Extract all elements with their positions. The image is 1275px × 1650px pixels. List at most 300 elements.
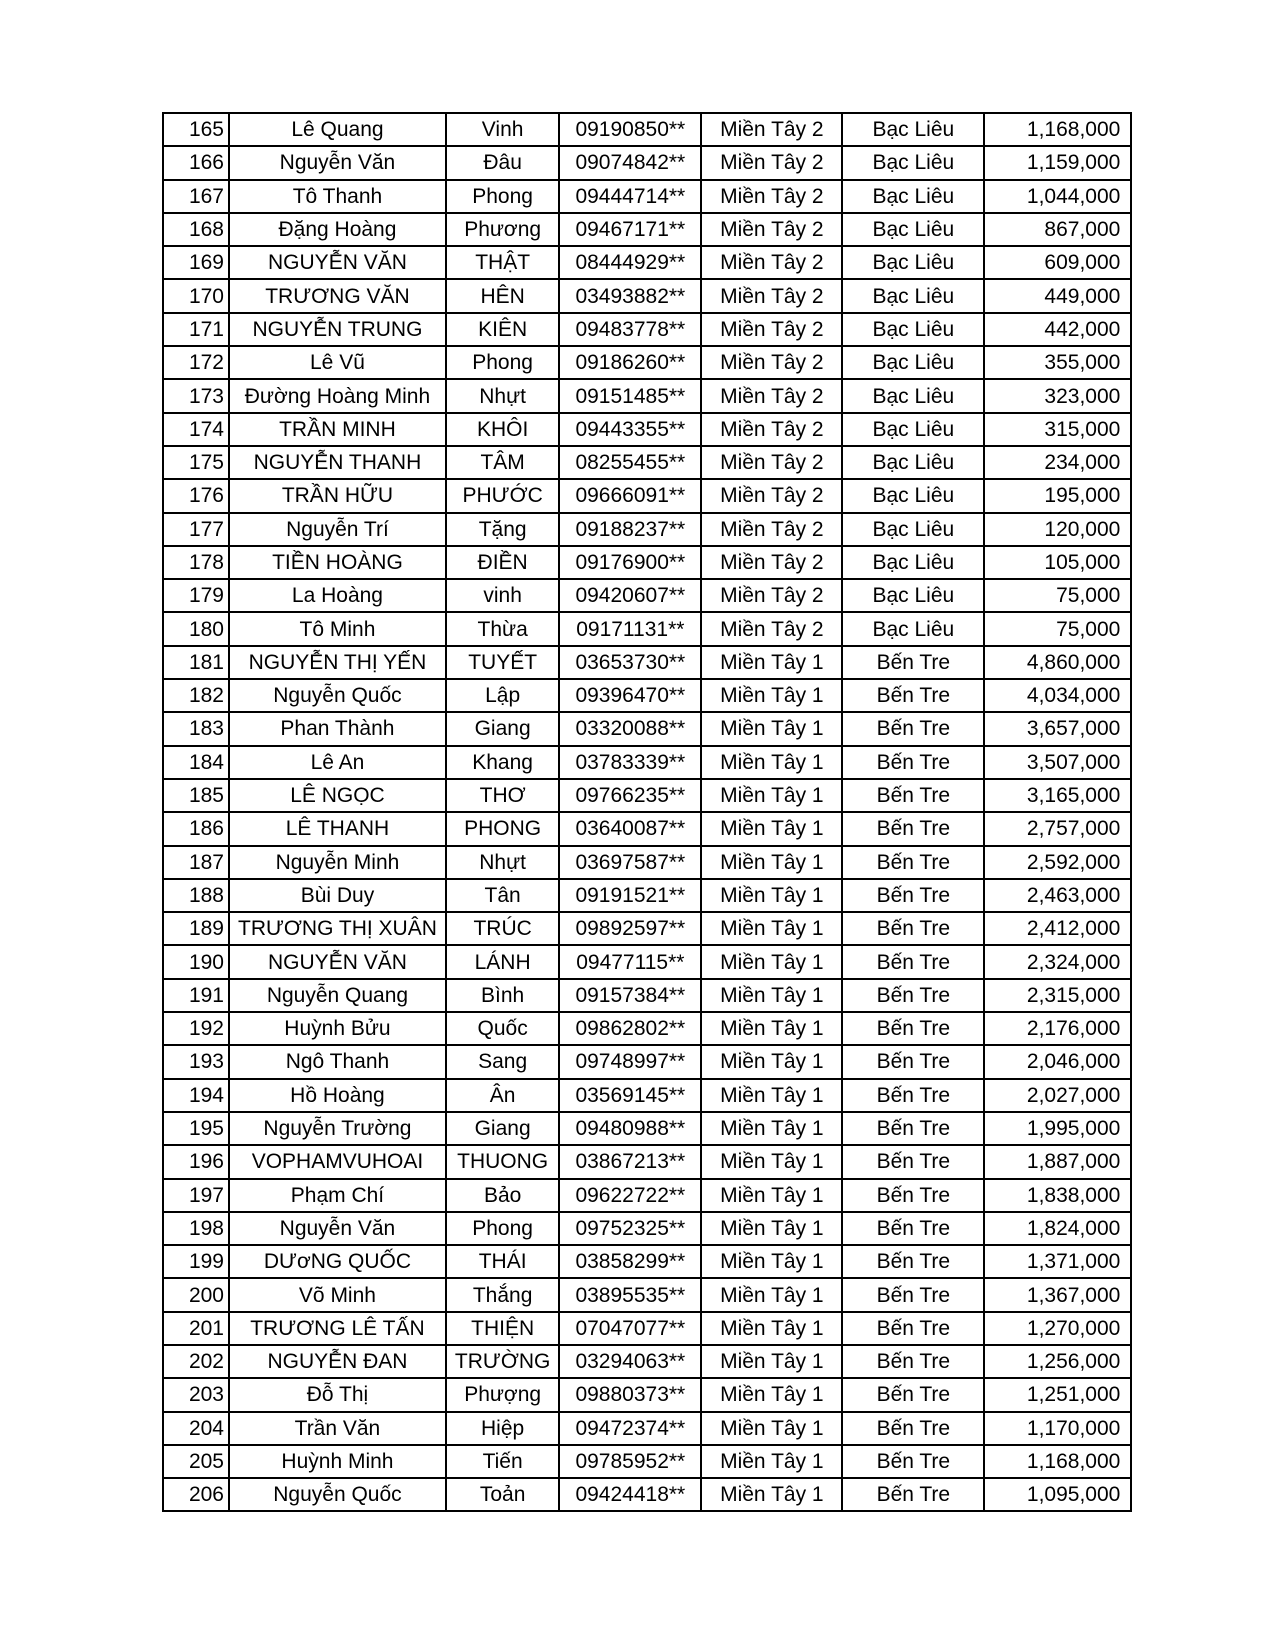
region-cell: Miền Tây 1	[701, 1079, 842, 1112]
province-cell: Bến Tre	[842, 679, 984, 712]
amount-cell: 355,000	[984, 346, 1131, 379]
province-cell: Bến Tre	[842, 879, 984, 912]
first-name-cell: Phượng	[446, 1378, 559, 1411]
amount-cell: 2,176,000	[984, 1012, 1131, 1045]
region-cell: Miền Tây 1	[701, 712, 842, 745]
phone-number-cell: 09477115**	[559, 945, 701, 978]
phone-number-cell: 09862802**	[559, 1012, 701, 1045]
last-middle-name-cell: TRƯƠNG VĂN	[229, 279, 446, 312]
amount-cell: 1,095,000	[984, 1478, 1131, 1511]
first-name-cell: Quốc	[446, 1012, 559, 1045]
first-name-cell: KHÔI	[446, 413, 559, 446]
table-row	[163, 1412, 1131, 1445]
row-number-cell: 200	[163, 1278, 229, 1311]
province-cell: Bến Tre	[842, 1079, 984, 1112]
first-name-cell: vinh	[446, 579, 559, 612]
region-cell: Miền Tây 2	[701, 612, 842, 645]
region-cell: Miền Tây 2	[701, 113, 842, 146]
table-row	[163, 1112, 1131, 1145]
row-number-cell: 174	[163, 413, 229, 446]
table-row	[163, 879, 1131, 912]
last-middle-name-cell: La Hoàng	[229, 579, 446, 612]
region-cell: Miền Tây 1	[701, 1445, 842, 1478]
table-row	[163, 513, 1131, 546]
last-middle-name-cell: NGUYỄN ĐAN	[229, 1345, 446, 1378]
last-middle-name-cell: Ngô Thanh	[229, 1045, 446, 1078]
province-cell: Bến Tre	[842, 945, 984, 978]
region-cell: Miền Tây 2	[701, 246, 842, 279]
table-row	[163, 812, 1131, 845]
amount-cell: 1,256,000	[984, 1345, 1131, 1378]
table-row	[163, 612, 1131, 645]
last-middle-name-cell: TIỀN HOÀNG	[229, 546, 446, 579]
province-cell: Bến Tre	[842, 1478, 984, 1511]
row-number-cell: 197	[163, 1179, 229, 1212]
first-name-cell: Tân	[446, 879, 559, 912]
province-cell: Bến Tre	[842, 1112, 984, 1145]
region-cell: Miền Tây 2	[701, 146, 842, 179]
table-row	[163, 146, 1131, 179]
region-cell: Miền Tây 1	[701, 1145, 842, 1178]
row-number-cell: 183	[163, 712, 229, 745]
row-number-cell: 171	[163, 313, 229, 346]
table-row	[163, 945, 1131, 978]
region-cell: Miền Tây 1	[701, 879, 842, 912]
first-name-cell: TRƯỜNG	[446, 1345, 559, 1378]
amount-cell: 1,170,000	[984, 1412, 1131, 1445]
region-cell: Miền Tây 1	[701, 1478, 842, 1511]
amount-cell: 1,824,000	[984, 1212, 1131, 1245]
table-row	[163, 180, 1131, 213]
amount-cell: 3,657,000	[984, 712, 1131, 745]
province-cell: Bạc Liêu	[842, 246, 984, 279]
last-middle-name-cell: Lê Quang	[229, 113, 446, 146]
province-cell: Bạc Liêu	[842, 413, 984, 446]
row-number-cell: 206	[163, 1478, 229, 1511]
row-number-cell: 181	[163, 646, 229, 679]
phone-number-cell: 09396470**	[559, 679, 701, 712]
province-cell: Bến Tre	[842, 1445, 984, 1478]
first-name-cell: TÂM	[446, 446, 559, 479]
province-cell: Bến Tre	[842, 1045, 984, 1078]
first-name-cell: Sang	[446, 1045, 559, 1078]
row-number-cell: 203	[163, 1378, 229, 1411]
row-number-cell: 198	[163, 1212, 229, 1245]
row-number-cell: 205	[163, 1445, 229, 1478]
row-number-cell: 184	[163, 746, 229, 779]
region-cell: Miền Tây 2	[701, 479, 842, 512]
last-middle-name-cell: TRƯƠNG LÊ TẤN	[229, 1312, 446, 1345]
first-name-cell: Thừa	[446, 612, 559, 645]
first-name-cell: Giang	[446, 712, 559, 745]
amount-cell: 1,168,000	[984, 113, 1131, 146]
first-name-cell: Phương	[446, 213, 559, 246]
amount-cell: 2,463,000	[984, 879, 1131, 912]
region-cell: Miền Tây 2	[701, 313, 842, 346]
last-middle-name-cell: Lê Vũ	[229, 346, 446, 379]
amount-cell: 75,000	[984, 612, 1131, 645]
first-name-cell: Nhựt	[446, 379, 559, 412]
table-row	[163, 313, 1131, 346]
amount-cell: 2,324,000	[984, 945, 1131, 978]
phone-number-cell: 09483778**	[559, 313, 701, 346]
region-cell: Miền Tây 2	[701, 413, 842, 446]
amount-cell: 75,000	[984, 579, 1131, 612]
last-middle-name-cell: TRƯƠNG THỊ XUÂN	[229, 912, 446, 945]
first-name-cell: Bình	[446, 979, 559, 1012]
phone-number-cell: 09467171**	[559, 213, 701, 246]
province-cell: Bạc Liêu	[842, 180, 984, 213]
last-middle-name-cell: Hồ Hoàng	[229, 1079, 446, 1112]
table-row	[163, 1212, 1131, 1245]
phone-number-cell: 09766235**	[559, 779, 701, 812]
table-row	[163, 1012, 1131, 1045]
province-cell: Bến Tre	[842, 1378, 984, 1411]
amount-cell: 1,251,000	[984, 1378, 1131, 1411]
province-cell: Bến Tre	[842, 1412, 984, 1445]
row-number-cell: 166	[163, 146, 229, 179]
amount-cell: 2,027,000	[984, 1079, 1131, 1112]
phone-number-cell: 09622722**	[559, 1179, 701, 1212]
first-name-cell: LÁNH	[446, 945, 559, 978]
phone-number-cell: 09666091**	[559, 479, 701, 512]
row-number-cell: 194	[163, 1079, 229, 1112]
region-cell: Miền Tây 2	[701, 546, 842, 579]
first-name-cell: Ân	[446, 1079, 559, 1112]
phone-number-cell: 09892597**	[559, 912, 701, 945]
amount-cell: 1,168,000	[984, 1445, 1131, 1478]
province-cell: Bến Tre	[842, 1312, 984, 1345]
first-name-cell: THẬT	[446, 246, 559, 279]
first-name-cell: THƠ	[446, 779, 559, 812]
phone-number-cell: 08255455**	[559, 446, 701, 479]
last-middle-name-cell: Đặng Hoàng	[229, 213, 446, 246]
last-middle-name-cell: DƯơNG QUỐC	[229, 1245, 446, 1278]
phone-number-cell: 03653730**	[559, 646, 701, 679]
province-cell: Bạc Liêu	[842, 513, 984, 546]
last-middle-name-cell: Huỳnh Minh	[229, 1445, 446, 1478]
row-number-cell: 176	[163, 479, 229, 512]
phone-number-cell: 03493882**	[559, 279, 701, 312]
last-middle-name-cell: TRẦN MINH	[229, 413, 446, 446]
last-middle-name-cell: Tô Minh	[229, 612, 446, 645]
province-cell: Bạc Liêu	[842, 113, 984, 146]
province-cell: Bến Tre	[842, 1245, 984, 1278]
region-cell: Miền Tây 2	[701, 346, 842, 379]
province-cell: Bạc Liêu	[842, 379, 984, 412]
last-middle-name-cell: NGUYỄN THỊ YẾN	[229, 646, 446, 679]
amount-cell: 2,046,000	[984, 1045, 1131, 1078]
province-cell: Bến Tre	[842, 646, 984, 679]
region-cell: Miền Tây 1	[701, 679, 842, 712]
table-row	[163, 479, 1131, 512]
first-name-cell: THIỆN	[446, 1312, 559, 1345]
region-cell: Miền Tây 1	[701, 1412, 842, 1445]
row-number-cell: 201	[163, 1312, 229, 1345]
amount-cell: 1,838,000	[984, 1179, 1131, 1212]
row-number-cell: 167	[163, 180, 229, 213]
table-row	[163, 1345, 1131, 1378]
region-cell: Miền Tây 1	[701, 1212, 842, 1245]
table-row	[163, 1245, 1131, 1278]
last-middle-name-cell: NGUYỄN VĂN	[229, 246, 446, 279]
first-name-cell: Giang	[446, 1112, 559, 1145]
table-row	[163, 413, 1131, 446]
first-name-cell: TRÚC	[446, 912, 559, 945]
last-middle-name-cell: LÊ THANH	[229, 812, 446, 845]
winners-table	[162, 112, 1132, 1512]
first-name-cell: KIÊN	[446, 313, 559, 346]
first-name-cell: Khang	[446, 746, 559, 779]
province-cell: Bạc Liêu	[842, 146, 984, 179]
phone-number-cell: 09191521**	[559, 879, 701, 912]
first-name-cell: TUYẾT	[446, 646, 559, 679]
row-number-cell: 199	[163, 1245, 229, 1278]
table-row	[163, 113, 1131, 146]
last-middle-name-cell: Võ Minh	[229, 1278, 446, 1311]
row-number-cell: 193	[163, 1045, 229, 1078]
row-number-cell: 190	[163, 945, 229, 978]
table-row	[163, 1145, 1131, 1178]
amount-cell: 1,367,000	[984, 1278, 1131, 1311]
table-row	[163, 579, 1131, 612]
region-cell: Miền Tây 1	[701, 746, 842, 779]
row-number-cell: 173	[163, 379, 229, 412]
phone-number-cell: 09472374**	[559, 1412, 701, 1445]
amount-cell: 323,000	[984, 379, 1131, 412]
amount-cell: 195,000	[984, 479, 1131, 512]
phone-number-cell: 09424418**	[559, 1478, 701, 1511]
table-row	[163, 279, 1131, 312]
region-cell: Miền Tây 2	[701, 213, 842, 246]
region-cell: Miền Tây 2	[701, 579, 842, 612]
region-cell: Miền Tây 1	[701, 779, 842, 812]
row-number-cell: 189	[163, 912, 229, 945]
region-cell: Miền Tây 2	[701, 180, 842, 213]
phone-number-cell: 09752325**	[559, 1212, 701, 1245]
table-row	[163, 446, 1131, 479]
row-number-cell: 170	[163, 279, 229, 312]
province-cell: Bến Tre	[842, 812, 984, 845]
amount-cell: 2,315,000	[984, 979, 1131, 1012]
last-middle-name-cell: Nguyễn Văn	[229, 1212, 446, 1245]
last-middle-name-cell: NGUYỄN THANH	[229, 446, 446, 479]
table-body	[163, 113, 1131, 1511]
last-middle-name-cell: NGUYỄN TRUNG	[229, 313, 446, 346]
region-cell: Miền Tây 1	[701, 912, 842, 945]
phone-number-cell: 03895535**	[559, 1278, 701, 1311]
table-row	[163, 712, 1131, 745]
last-middle-name-cell: Nguyễn Trí	[229, 513, 446, 546]
phone-number-cell: 03320088**	[559, 712, 701, 745]
table-row	[163, 646, 1131, 679]
province-cell: Bến Tre	[842, 1179, 984, 1212]
first-name-cell: Tặng	[446, 513, 559, 546]
row-number-cell: 169	[163, 246, 229, 279]
amount-cell: 1,159,000	[984, 146, 1131, 179]
row-number-cell: 196	[163, 1145, 229, 1178]
phone-number-cell: 09074842**	[559, 146, 701, 179]
row-number-cell: 185	[163, 779, 229, 812]
first-name-cell: Phong	[446, 1212, 559, 1245]
region-cell: Miền Tây 1	[701, 945, 842, 978]
row-number-cell: 191	[163, 979, 229, 1012]
last-middle-name-cell: Nguyễn Trường	[229, 1112, 446, 1145]
last-middle-name-cell: Phan Thành	[229, 712, 446, 745]
table-row	[163, 1378, 1131, 1411]
table-row	[163, 1278, 1131, 1311]
table-row	[163, 979, 1131, 1012]
province-cell: Bến Tre	[842, 846, 984, 879]
row-number-cell: 187	[163, 846, 229, 879]
amount-cell: 3,507,000	[984, 746, 1131, 779]
province-cell: Bến Tre	[842, 1345, 984, 1378]
last-middle-name-cell: Phạm Chí	[229, 1179, 446, 1212]
region-cell: Miền Tây 1	[701, 1278, 842, 1311]
first-name-cell: Thắng	[446, 1278, 559, 1311]
last-middle-name-cell: TRẦN HỮU	[229, 479, 446, 512]
region-cell: Miền Tây 1	[701, 1312, 842, 1345]
phone-number-cell: 09880373**	[559, 1378, 701, 1411]
province-cell: Bến Tre	[842, 1278, 984, 1311]
amount-cell: 105,000	[984, 546, 1131, 579]
last-middle-name-cell: Đường Hoàng Minh	[229, 379, 446, 412]
phone-number-cell: 09157384**	[559, 979, 701, 1012]
province-cell: Bạc Liêu	[842, 446, 984, 479]
amount-cell: 4,860,000	[984, 646, 1131, 679]
region-cell: Miền Tây 1	[701, 1045, 842, 1078]
table-row	[163, 1445, 1131, 1478]
phone-number-cell: 03294063**	[559, 1345, 701, 1378]
row-number-cell: 182	[163, 679, 229, 712]
first-name-cell: Hiệp	[446, 1412, 559, 1445]
table-row	[163, 846, 1131, 879]
region-cell: Miền Tây 1	[701, 1245, 842, 1278]
last-middle-name-cell: VOPHAMVUHOAI	[229, 1145, 446, 1178]
phone-number-cell: 09443355**	[559, 413, 701, 446]
province-cell: Bạc Liêu	[842, 546, 984, 579]
row-number-cell: 165	[163, 113, 229, 146]
table-row	[163, 1079, 1131, 1112]
row-number-cell: 186	[163, 812, 229, 845]
phone-number-cell: 09420607**	[559, 579, 701, 612]
province-cell: Bến Tre	[842, 746, 984, 779]
last-middle-name-cell: Huỳnh Bửu	[229, 1012, 446, 1045]
last-middle-name-cell: Nguyễn Quốc	[229, 679, 446, 712]
first-name-cell: THUONG	[446, 1145, 559, 1178]
region-cell: Miền Tây 1	[701, 1112, 842, 1145]
region-cell: Miền Tây 1	[701, 1345, 842, 1378]
row-number-cell: 175	[163, 446, 229, 479]
first-name-cell: HÊN	[446, 279, 559, 312]
first-name-cell: Phong	[446, 346, 559, 379]
first-name-cell: PHONG	[446, 812, 559, 845]
phone-number-cell: 03867213**	[559, 1145, 701, 1178]
first-name-cell: Tiến	[446, 1445, 559, 1478]
table-row	[163, 679, 1131, 712]
first-name-cell: Đâu	[446, 146, 559, 179]
phone-number-cell: 09171131**	[559, 612, 701, 645]
last-middle-name-cell: Nguyễn Văn	[229, 146, 446, 179]
first-name-cell: Lập	[446, 679, 559, 712]
row-number-cell: 180	[163, 612, 229, 645]
amount-cell: 1,995,000	[984, 1112, 1131, 1145]
table-row	[163, 246, 1131, 279]
phone-number-cell: 03569145**	[559, 1079, 701, 1112]
row-number-cell: 202	[163, 1345, 229, 1378]
province-cell: Bạc Liêu	[842, 213, 984, 246]
first-name-cell: Phong	[446, 180, 559, 213]
last-middle-name-cell: Lê An	[229, 746, 446, 779]
phone-number-cell: 09444714**	[559, 180, 701, 213]
amount-cell: 449,000	[984, 279, 1131, 312]
table-row	[163, 1179, 1131, 1212]
first-name-cell: ĐIỀN	[446, 546, 559, 579]
first-name-cell: Toản	[446, 1478, 559, 1511]
phone-number-cell: 08444929**	[559, 246, 701, 279]
amount-cell: 1,887,000	[984, 1145, 1131, 1178]
phone-number-cell: 03697587**	[559, 846, 701, 879]
last-middle-name-cell: Trần Văn	[229, 1412, 446, 1445]
table-row	[163, 546, 1131, 579]
first-name-cell: Bảo	[446, 1179, 559, 1212]
row-number-cell: 204	[163, 1412, 229, 1445]
region-cell: Miền Tây 2	[701, 379, 842, 412]
province-cell: Bạc Liêu	[842, 612, 984, 645]
phone-number-cell: 09188237**	[559, 513, 701, 546]
phone-number-cell: 09480988**	[559, 1112, 701, 1145]
phone-number-cell: 07047077**	[559, 1312, 701, 1345]
amount-cell: 1,371,000	[984, 1245, 1131, 1278]
province-cell: Bạc Liêu	[842, 579, 984, 612]
province-cell: Bến Tre	[842, 1145, 984, 1178]
first-name-cell: THÁI	[446, 1245, 559, 1278]
row-number-cell: 188	[163, 879, 229, 912]
row-number-cell: 179	[163, 579, 229, 612]
province-cell: Bạc Liêu	[842, 279, 984, 312]
phone-number-cell: 03783339**	[559, 746, 701, 779]
last-middle-name-cell: LÊ NGỌC	[229, 779, 446, 812]
table-row	[163, 1312, 1131, 1345]
province-cell: Bến Tre	[842, 1012, 984, 1045]
table-row	[163, 1045, 1131, 1078]
first-name-cell: Nhựt	[446, 846, 559, 879]
row-number-cell: 172	[163, 346, 229, 379]
phone-number-cell: 09176900**	[559, 546, 701, 579]
amount-cell: 120,000	[984, 513, 1131, 546]
last-middle-name-cell: Nguyễn Quốc	[229, 1478, 446, 1511]
row-number-cell: 195	[163, 1112, 229, 1145]
region-cell: Miền Tây 1	[701, 812, 842, 845]
last-middle-name-cell: NGUYỄN VĂN	[229, 945, 446, 978]
row-number-cell: 178	[163, 546, 229, 579]
table-row	[163, 213, 1131, 246]
region-cell: Miền Tây 1	[701, 1179, 842, 1212]
first-name-cell: PHƯỚC	[446, 479, 559, 512]
region-cell: Miền Tây 1	[701, 1012, 842, 1045]
first-name-cell: Vinh	[446, 113, 559, 146]
row-number-cell: 168	[163, 213, 229, 246]
phone-number-cell: 09186260**	[559, 346, 701, 379]
last-middle-name-cell: Bùi Duy	[229, 879, 446, 912]
province-cell: Bạc Liêu	[842, 479, 984, 512]
region-cell: Miền Tây 1	[701, 1378, 842, 1411]
table-row	[163, 379, 1131, 412]
province-cell: Bạc Liêu	[842, 346, 984, 379]
table-row	[163, 1478, 1131, 1511]
province-cell: Bến Tre	[842, 1212, 984, 1245]
amount-cell: 2,592,000	[984, 846, 1131, 879]
